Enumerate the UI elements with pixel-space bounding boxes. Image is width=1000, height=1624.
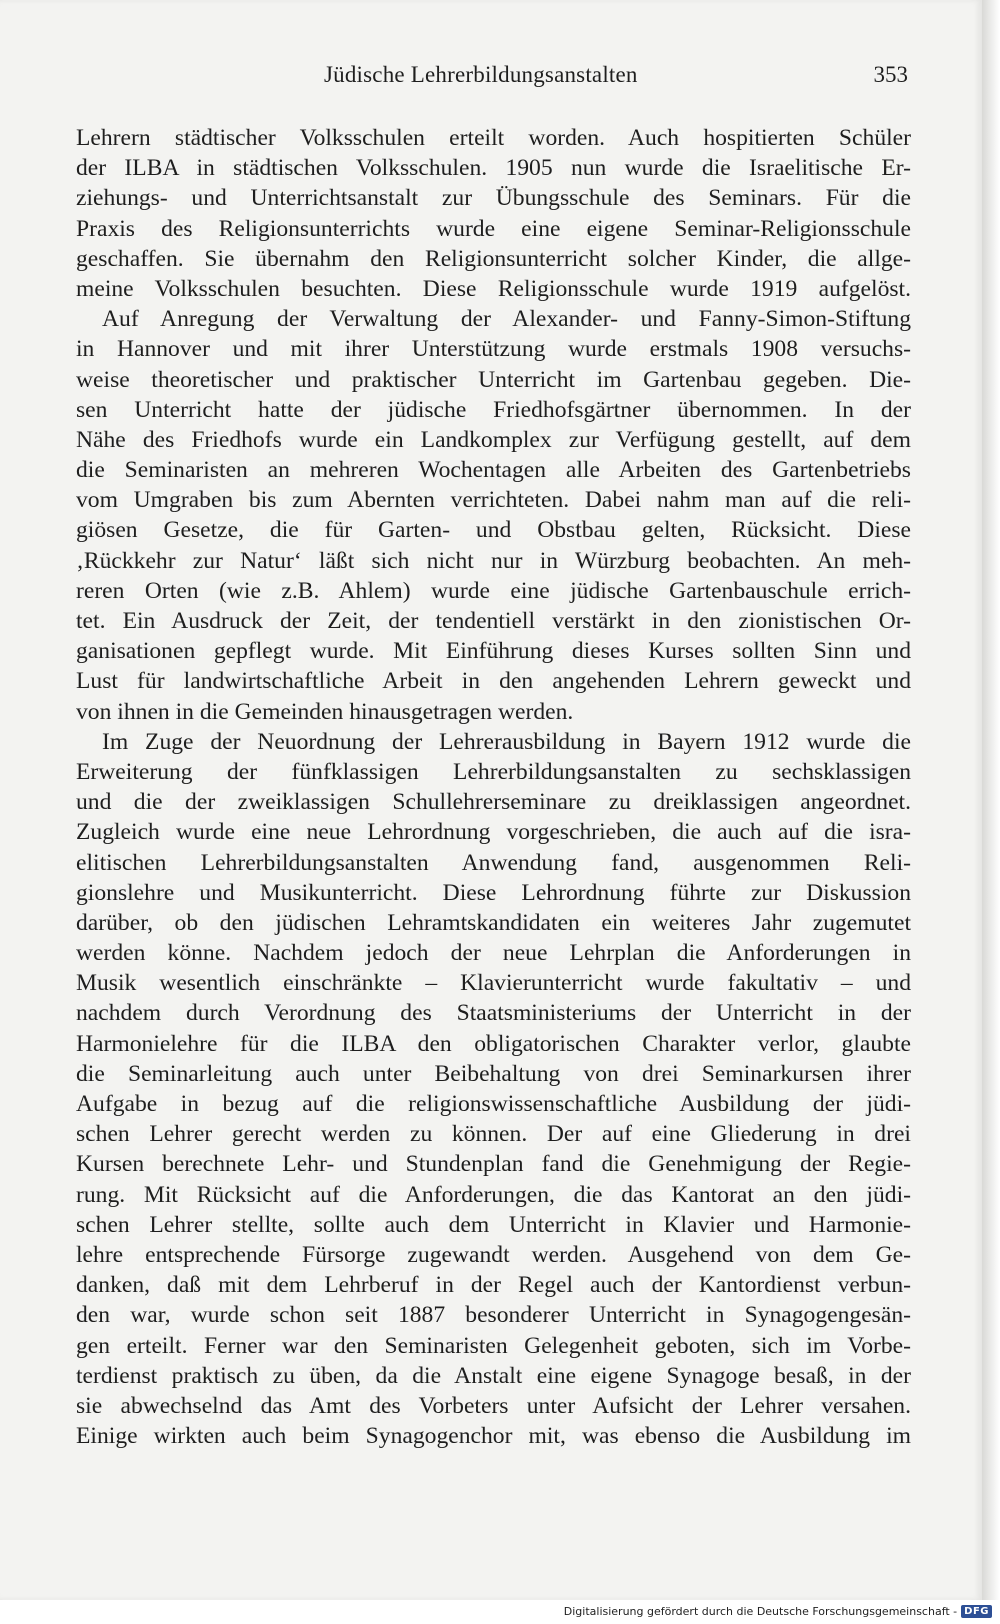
paragraph-first-line: Im Zuge der Neuordnung der Lehrerausbildung in Bayern 1912 wurde die: [102, 728, 911, 755]
text-line: geschaffen. Sie übernahm den Religionsunterricht solcher Kinder, die allge-: [76, 245, 911, 272]
text-line: Kursen berechnete Lehr- und Stundenplan fand die Genehmigung der Regie-: [76, 1151, 911, 1178]
text-line: Musik wesentlich einschränkte – Klavierunterricht wurde fakultativ – und: [76, 970, 911, 997]
text-line: werden könne. Nachdem jedoch der neue Lehrplan die Anforderungen in: [76, 940, 911, 967]
text-line: ziehungs- und Unterrichtsanstalt zur Übungsschule des Seminars. Für die: [76, 185, 911, 212]
text-line: ‚Rückkehr zur Natur‘ läßt sich nicht nur in Würzburg beobachten. An meh-: [76, 547, 911, 574]
dfg-logo: DFG: [961, 1605, 992, 1618]
paragraph-last-line: von ihnen in die Gemeinden hinausgetragen werden.: [76, 698, 574, 725]
text-line: nachdem durch Verordnung des Staatsministeriums der Unterricht in der: [76, 1000, 911, 1027]
text-line: reren Orten (wie z.B. Ahlem) wurde eine jüdische Gartenbauschule errich-: [76, 577, 911, 604]
text-line: Nähe des Friedhofs wurde ein Landkomplex zur Verfügung gestellt, auf dem: [76, 426, 911, 453]
text-line: vom Umgraben bis zum Abernten verrichteten. Dabei nahm man auf die reli-: [76, 487, 911, 514]
text-line: Lehrern städtischer Volksschulen erteilt worden. Auch hospitierten Schüler: [76, 125, 911, 151]
text-line: in Hannover und mit ihrer Unterstützung wurde erstmals 1908 versuchs-: [76, 336, 911, 363]
digitization-credit: [564, 1602, 992, 1620]
text-line: die Seminarleitung auch unter Beibehaltung von drei Seminarkursen ihrer: [76, 1060, 911, 1087]
text-line: tet. Ein Ausdruck der Zeit, der tendentiell verstärkt in den zionistischen Or-: [76, 608, 911, 634]
text-line: terdienst praktisch zu üben, da die Anstalt eine eigene Synagoge besaß, in der: [76, 1362, 911, 1389]
text-line: Erweiterung der fünfklassigen Lehrerbildungsanstalten zu sechsklassigen: [76, 758, 911, 785]
running-title: Jüdische Lehrerbildungsanstalten: [324, 62, 638, 87]
text-line: sen Unterricht hatte der jüdische Friedhofsgärtner übernommen. In der: [76, 396, 911, 423]
text-line: ganisationen gepflegt wurde. Mit Einführung dieses Kurses sollten Sinn und: [76, 638, 911, 665]
text-line: Harmonielehre für die ILBA den obligatorischen Charakter verlor, glaubte: [76, 1030, 911, 1057]
text-line: den war, wurde schon seit 1887 besonderer Unterricht in Synagogengesän-: [76, 1302, 911, 1329]
text-line: meine Volksschulen besuchten. Diese Religionsschule wurde 1919 aufgelöst.: [76, 275, 911, 302]
credit-text: Digitalisierung gefördert durch die Deutsche Forschungsgemeinschaft -: [563, 1604, 958, 1618]
text-line: gionslehre und Musikunterricht. Diese Lehrordnung führte zur Diskussion: [76, 879, 911, 906]
text-line: die Seminaristen an mehreren Wochentagen alle Arbeiten des Gartenbetriebs: [76, 457, 911, 484]
text-line: der ILBA in städtischen Volksschulen. 1905 nun wurde die Israelitische Er-: [76, 155, 911, 182]
paragraph-first-line: Auf Anregung der Verwaltung der Alexander- und Fanny-Simon-Stiftung: [102, 306, 911, 333]
page-number: 353: [873, 62, 908, 87]
text-line: weise theoretischer und praktischer Unterricht im Gartenbau gegeben. Die-: [76, 366, 911, 393]
text-line: Lust für landwirtschaftliche Arbeit in den angehenden Lehrern geweckt und: [76, 668, 911, 695]
body-text: [76, 123, 911, 1451]
text-line: lehre entsprechende Fürsorge zugewandt werden. Ausgehend von dem Ge-: [76, 1241, 911, 1268]
text-line: Zugleich wurde eine neue Lehrordnung vorgeschrieben, die auch auf die isra-: [76, 819, 911, 846]
text-line: rung. Mit Rücksicht auf die Anforderungen, die das Kantorat an den jüdi-: [76, 1181, 911, 1208]
text-line: darüber, ob den jüdischen Lehramtskandidaten ein weiteres Jahr zugemutet: [76, 909, 911, 936]
running-head: [78, 62, 908, 94]
text-line: Praxis des Religionsunterrichts wurde eine eigene Seminar-Religionsschule: [76, 215, 911, 242]
text-line: schen Lehrer gerecht werden zu können. Der auf eine Gliederung in drei: [76, 1121, 911, 1148]
text-line: giösen Gesetze, die für Garten- und Obstbau gelten, Rücksicht. Diese: [76, 517, 911, 544]
text-line: gen erteilt. Ferner war den Seminaristen Gelegenheit geboten, sich im Vorbe-: [76, 1332, 911, 1359]
text-line: Einige wirkten auch beim Synagogenchor mit, was ebenso die Ausbildung im: [76, 1423, 911, 1450]
text-line: Aufgabe in bezug auf die religionswissenschaftliche Ausbildung der jüdi-: [76, 1091, 911, 1117]
text-line: und die der zweiklassigen Schullehrerseminare zu dreiklassigen angeordnet.: [76, 789, 911, 816]
text-line: elitischen Lehrerbildungsanstalten Anwendung fand, ausgenommen Reli-: [76, 849, 911, 876]
text-line: schen Lehrer stellte, sollte auch dem Unterricht in Klavier und Harmonie-: [76, 1211, 911, 1238]
text-line: sie abwechselnd das Amt des Vorbeters unter Aufsicht der Lehrer versahen.: [76, 1392, 911, 1419]
text-line: danken, daß mit dem Lehrberuf in der Regel auch der Kantordienst verbun-: [76, 1272, 911, 1299]
page-edge: [982, 0, 1000, 1600]
